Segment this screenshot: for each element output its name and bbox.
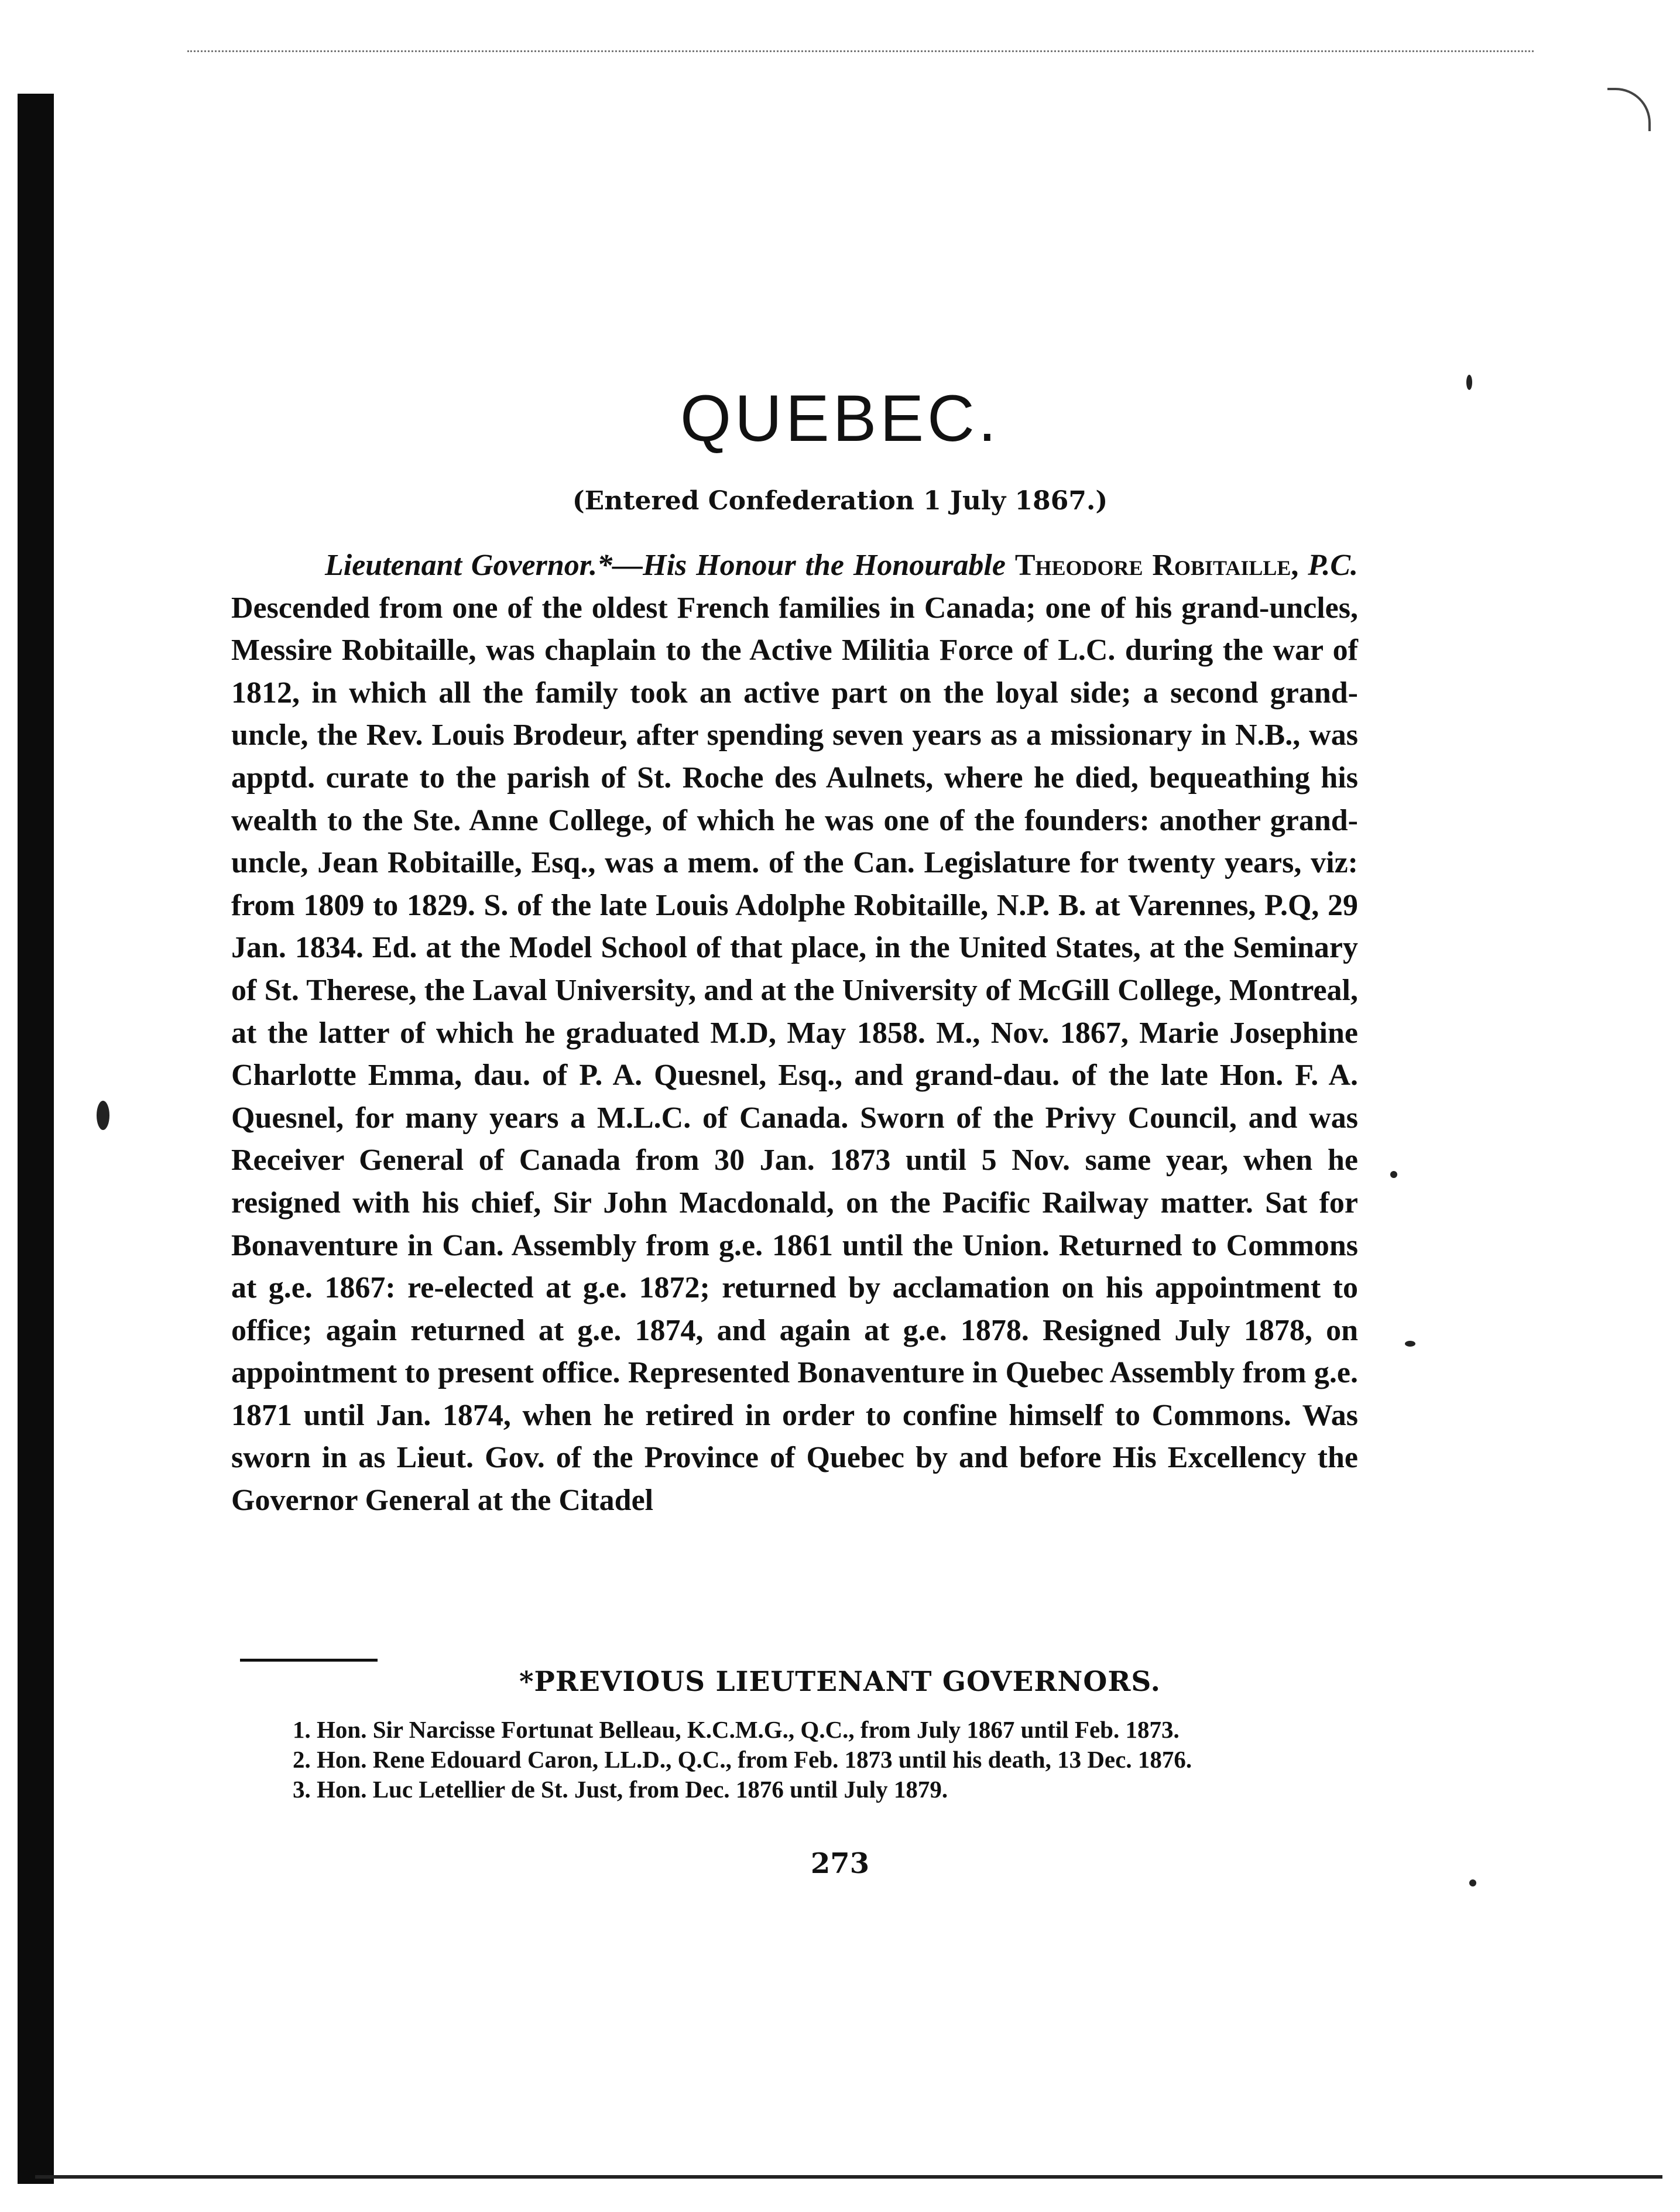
entry-lead-name: Theodore Robitaille, [1014, 549, 1299, 582]
entry-body: Descended from one of the oldest French families in Canada; one of his grand-uncles, Messire Robitaille, was chaplain to the Active Militia Force of L.C. during the war of 1812, in which all the family took an active part on the loyal side; a second grand-uncle, the Rev. Louis Brodeur, after spending seven years as a missionary in N.B., was apptd. curate to the parish of St. Roche des Aulnets, where he died, bequeathing his wealth to the Ste. Anne College, of which he was one of the founders: another grand-uncle, Jean Robitaille, Esq., was a mem. of the Can. Legislature for twenty years, viz: from 1809 to 1829. S. of the late Louis Adolphe Robitaille, N.P. B. at Varennes, P.Q, 29 Jan. 1834. Ed. at the Model School of that place, in the United States, at the Seminary of St. Therese, the Laval University, and at the University of McGill College, Montreal, at the latter of which he graduated M.D, May 1858. M., Nov. 1867, Marie Josephine Charlotte Emma, dau. of P. A. Quesnel, Esq., and grand-dau. of the late Hon. F. A. Quesnel, for many years a M.L.C. of Canada. Sworn of the Privy Council, and was Receiver General of Canada from 30 Jan. 1873 until 5 Nov. same year, when he resigned with his chief, Sir John Macdonald, on the Pacific Railway matter. Sat for Bonaventure in Can. Assembly from g.e. 1861 until the Union. Returned to Commons at g.e. 1867: re-elected at g.e. 1872; returned by acclamation on his appointment to office; again returned at g.e. 1874, and again at g.e. 1878. Resigned July 1878, on appointment to present office. Represented Bonaventure in Quebec Assembly from g.e. 1871 until Jan. 1874, when he retired in order to confine himself to Commons. Was sworn in as Lieut. Gov. of the Province of Quebec by and before His Excellency the Governor General at the Citadel [231, 591, 1358, 1518]
page-number: 273 [810, 1847, 870, 1880]
footnote-rule [240, 1659, 378, 1662]
page-subtitle: (Entered Confederation 1 July 1867.) [572, 486, 1108, 516]
footnote-list [240, 1717, 1358, 1807]
scan-speck [1469, 1879, 1476, 1886]
scan-speck [1405, 1341, 1415, 1347]
footnote-item: 1. Hon. Sir Narcisse Fortunat Belleau, K.C.M.G., Q.C., from July 1867 until Feb. 1873. [293, 1716, 1180, 1743]
scan-artifact-top [187, 50, 1534, 52]
scan-artifact-corner [1607, 88, 1651, 131]
footnote-item: 3. Hon. Luc Letellier de St. Just, from Dec. 1876 until July 1879. [293, 1776, 948, 1803]
footnote-item: 2. Hon. Rene Edouard Caron, LL.D., Q.C., from Feb. 1873 until his death, 13 Dec. 1876. [293, 1746, 1192, 1773]
footnote-heading: *PREVIOUS LIEUTENANT GOVERNORS. [519, 1666, 1161, 1698]
scan-artifact-bottom [35, 2175, 1662, 2179]
entry-paragraph [231, 545, 1358, 1522]
scan-speck [1390, 1171, 1397, 1178]
entry-lead-label: Lieutenant Governor.*—His Honour the Honourable [325, 549, 1006, 582]
entry-postnominal: P.C. [1308, 549, 1359, 582]
scan-speck [97, 1101, 109, 1130]
page-title: QUEBEC. [680, 382, 1000, 455]
